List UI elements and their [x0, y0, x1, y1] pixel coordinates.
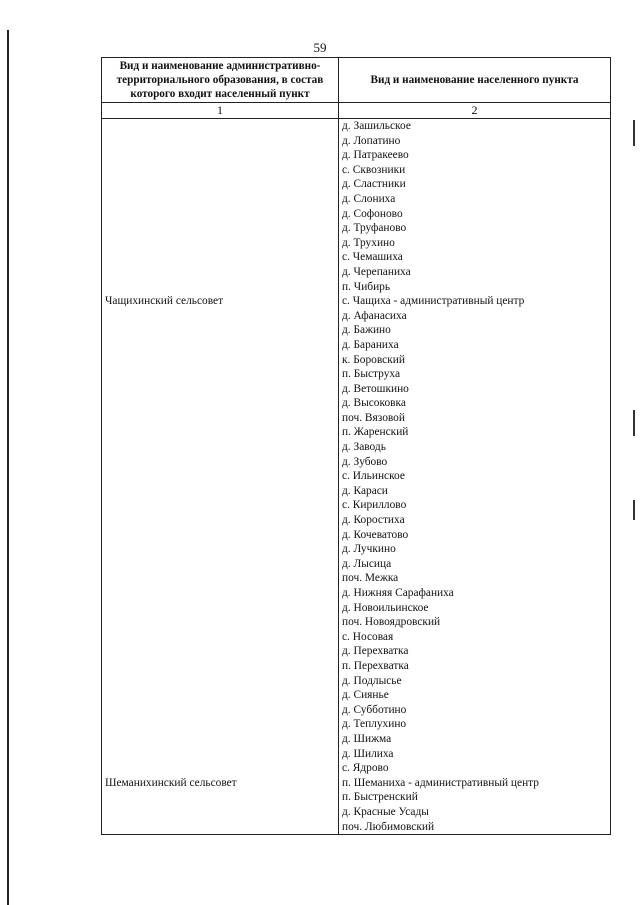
settlement-item: д. Подлысье	[342, 674, 402, 687]
column-number-2: 2	[339, 103, 611, 119]
settlement-item: с. Носовая	[342, 630, 394, 643]
settlement-item: д. Кочеватово	[342, 528, 409, 541]
table-row	[102, 119, 611, 835]
settlement-item: п. Жаренский	[342, 426, 409, 439]
settlement-item: д. Зашильское	[342, 120, 411, 132]
admin-unit-name: Чащихинский сельсовет	[105, 295, 224, 308]
settlement-item: п. Быстренский	[342, 791, 418, 804]
settlement-item: с. Ядрово	[342, 762, 389, 775]
settlement-item: д. Коростиха	[342, 514, 405, 527]
admin-units-cell	[102, 119, 339, 835]
settlements-cell	[339, 119, 611, 835]
settlement-item: поч. Вязовой	[342, 411, 405, 424]
settlement-item: к. Боровский	[342, 353, 405, 366]
settlement-item: с. Ильинское	[342, 470, 405, 483]
settlement-item: д. Трухино	[342, 236, 395, 249]
settlement-item: д. Труфаново	[342, 222, 407, 235]
settlement-item: п. Шеманиха - административный центр	[342, 776, 539, 789]
header-row	[102, 58, 611, 103]
settlement-item: д. Шижма	[342, 732, 392, 745]
column-number-row	[102, 103, 611, 119]
scan-mark	[633, 410, 635, 436]
settlement-item: д. Теплухино	[342, 718, 407, 731]
settlement-item: д. Бараниха	[342, 338, 399, 351]
settlement-item: п. Перехватка	[342, 659, 409, 672]
scan-mark	[633, 120, 635, 146]
settlement-item: п. Быструха	[342, 368, 400, 381]
settlements-table	[101, 57, 611, 835]
settlement-item: п. Чибирь	[342, 280, 391, 293]
settlement-item: д. Красные Усады	[342, 805, 429, 818]
settlement-item: д. Афанасиха	[342, 309, 407, 322]
settlement-item: д. Новоильинское	[342, 601, 429, 614]
column-header-settlement: Вид и наименование населенного пункта	[339, 58, 611, 103]
page-number: 59	[313, 40, 327, 55]
settlement-item: д. Высоковка	[342, 397, 406, 410]
settlement-item: д. Черепаниха	[342, 265, 411, 278]
settlement-item: д. Лопатино	[342, 134, 401, 147]
settlement-item: д. Бажино	[342, 324, 391, 337]
settlement-item: д. Субботино	[342, 703, 407, 716]
settlement-item: с. Чемашиха	[342, 251, 403, 264]
settlement-item: д. Нижняя Сарафаниха	[342, 587, 454, 599]
settlement-item: д. Лысица	[342, 557, 392, 570]
settlement-item: д. Шилиха	[342, 747, 394, 760]
settlement-item: с. Кириллово	[342, 499, 407, 512]
settlement-item: с. Сквозники	[342, 163, 406, 176]
settlement-item: поч. Любимовский	[342, 820, 435, 833]
settlement-item: поч. Межка	[342, 572, 399, 585]
settlement-item: с. Чащиха - административный центр	[342, 295, 525, 308]
scan-mark	[633, 500, 635, 520]
column-header-admin-unit: Вид и наименование административно-территориального образования, в состав которого входит населенный пункт	[102, 58, 339, 103]
settlement-item: д. Софоново	[342, 207, 403, 220]
settlement-item: д. Слониха	[342, 192, 396, 205]
settlement-item: д. Зубово	[342, 455, 388, 468]
admin-unit-name: Шеманихинский сельсовет	[105, 777, 237, 789]
settlement-item: д. Сиянье	[342, 689, 389, 702]
scan-edge-left	[7, 30, 9, 905]
settlement-item: поч. Новоядровский	[342, 616, 441, 629]
settlement-item: д. Патракеево	[342, 149, 409, 162]
settlement-item: д. Перехватка	[342, 645, 409, 658]
settlement-list	[339, 119, 610, 834]
column-number-1: 1	[102, 103, 339, 119]
settlement-item: д. Караси	[342, 484, 388, 497]
settlement-item: д. Сластники	[342, 178, 406, 191]
settlement-item: д. Заводь	[342, 441, 386, 454]
settlement-item: д. Ветошкино	[342, 382, 409, 395]
settlement-item: д. Лучкино	[342, 543, 396, 556]
